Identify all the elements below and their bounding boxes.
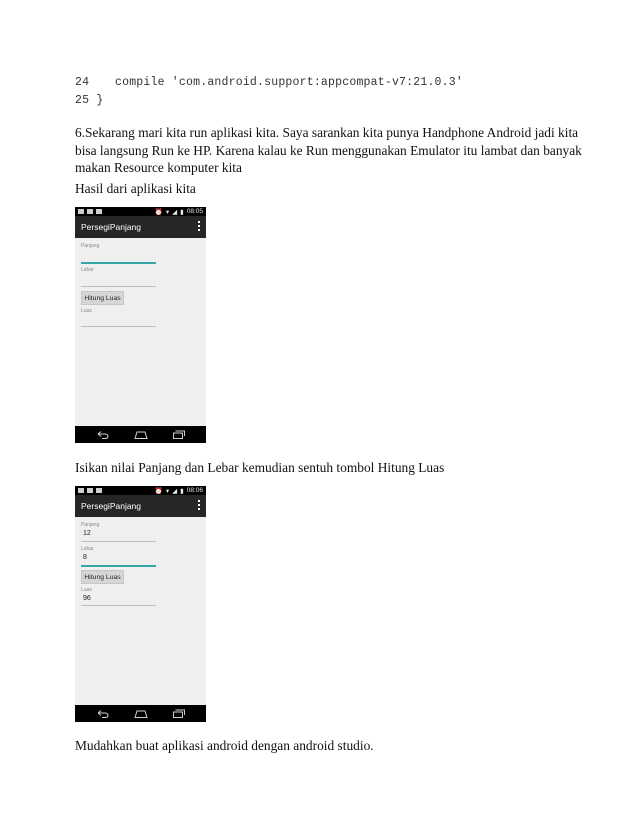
panjang-input[interactable] (83, 251, 153, 260)
download-icon (96, 488, 102, 493)
battery-icon: ▮ (180, 208, 184, 216)
status-time: 08:05 (186, 208, 203, 215)
status-bar (75, 207, 206, 216)
home-icon[interactable] (131, 426, 151, 443)
notification-icon (78, 209, 84, 214)
wifi-icon: ▾ (165, 487, 170, 495)
home-icon[interactable] (131, 705, 151, 722)
line-number: 25 (75, 94, 90, 107)
sim-icon (87, 209, 93, 214)
panjang-input[interactable]: 12 (83, 530, 91, 537)
signal-icon: ◢ (172, 487, 178, 495)
step6-line-1: 6.Sekarang mari kita run aplikasi kita. Saya sarankan kita punya Handphone Android jadi kita (75, 125, 579, 140)
app-screenshot-2 (75, 486, 206, 722)
nav-bar (75, 705, 206, 722)
luas-underline (81, 605, 156, 606)
isikan-paragraph: Isikan nilai Panjang dan Lebar kemudian sentuh tombol Hitung Luas (75, 460, 445, 475)
code-text: } (96, 94, 104, 107)
overflow-menu-icon[interactable] (198, 221, 200, 233)
status-time: 08:06 (186, 487, 203, 494)
hasil-paragraph: Hasil dari aplikasi kita (75, 181, 196, 196)
lebar-label: Lebar (81, 267, 94, 273)
app-title: PersegiPanjang (81, 222, 142, 232)
wifi-icon: ▾ (165, 208, 170, 216)
recents-icon[interactable] (169, 705, 189, 722)
closing-paragraph: Mudahkan buat aplikasi android dengan android studio. (75, 738, 374, 753)
luas-label: Luas (81, 587, 92, 593)
luas-output (83, 316, 153, 325)
luas-underline (81, 326, 156, 327)
status-bar (75, 486, 206, 495)
alarm-icon: ⏰ (154, 208, 163, 216)
download-icon (96, 209, 102, 214)
panjang-label: Panjang (81, 522, 100, 528)
app-content (75, 238, 206, 426)
app-bar (75, 216, 206, 238)
recents-icon[interactable] (169, 426, 189, 443)
app-content (75, 517, 206, 705)
panjang-underline (81, 541, 156, 542)
panjang-label: Panjang (81, 243, 100, 249)
step6-line-3: makan Resource komputer kita (75, 160, 242, 175)
luas-output: 96 (83, 595, 91, 602)
code-line-24 (75, 76, 463, 89)
lebar-label: Lebar (81, 546, 94, 552)
back-icon[interactable] (93, 705, 113, 722)
app-title: PersegiPanjang (81, 501, 142, 511)
alarm-icon: ⏰ (154, 487, 163, 495)
nav-bar (75, 426, 206, 443)
lebar-underline (81, 565, 156, 567)
line-number: 24 (75, 76, 90, 89)
signal-icon: ◢ (172, 208, 178, 216)
lebar-input[interactable]: 8 (83, 554, 87, 561)
overflow-menu-icon[interactable] (198, 500, 200, 512)
step6-line-2: bisa langsung Run ke HP. Karena kalau ke Run menggunakan Emulator itu lambat dan banyak (75, 142, 582, 158)
panjang-underline (81, 262, 156, 264)
notification-icon (78, 488, 84, 493)
code-line-25 (75, 94, 103, 107)
luas-label: Luas (81, 308, 92, 314)
hitung-luas-button[interactable]: Hitung Luas (81, 291, 124, 305)
app-bar (75, 495, 206, 517)
sim-icon (87, 488, 93, 493)
hitung-luas-button[interactable]: Hitung Luas (81, 570, 124, 584)
code-text: compile 'com.android.support:appcompat-v7:21.0.3' (115, 76, 463, 89)
lebar-underline (81, 286, 156, 287)
battery-icon: ▮ (180, 487, 184, 495)
lebar-input[interactable] (83, 275, 153, 284)
step6-paragraph (75, 124, 595, 177)
back-icon[interactable] (93, 426, 113, 443)
app-screenshot-1 (75, 207, 206, 443)
